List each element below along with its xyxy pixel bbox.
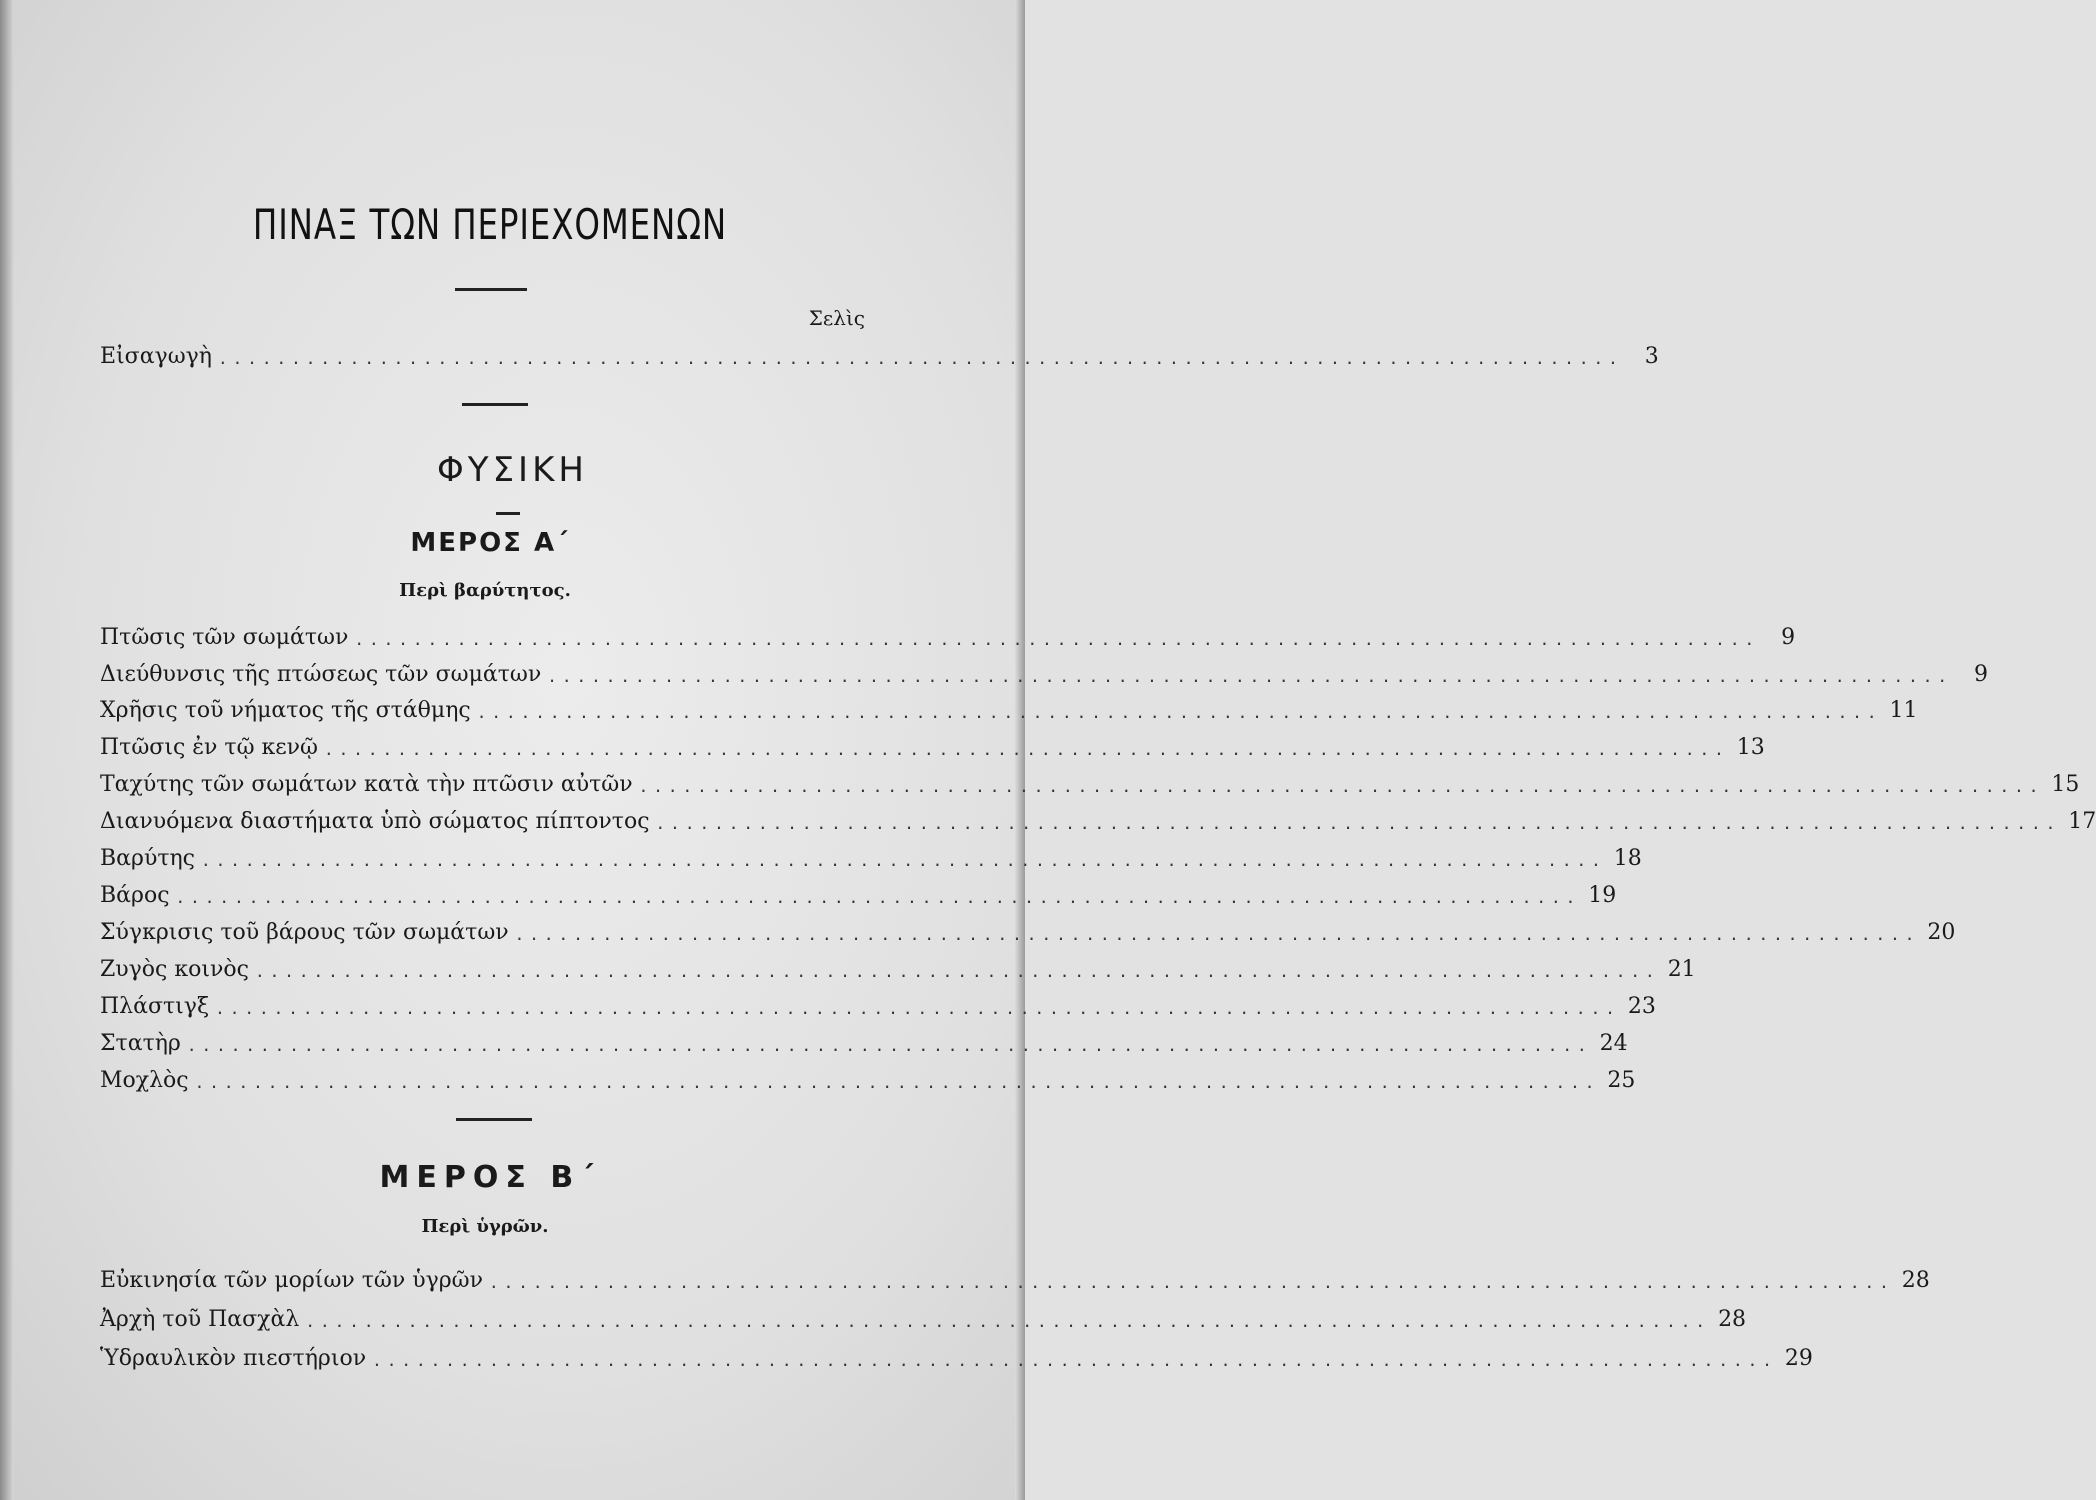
dot-leader: ................................................................................................ (194, 1073, 1600, 1092)
dot-leader: ................................................................................................ (476, 703, 1882, 722)
dot-leader: ................................................................................................ (324, 740, 1729, 759)
toc-entry-label: Στατὴρ (100, 1031, 181, 1056)
toc-entry (100, 1062, 1636, 1096)
toc-entry-label: Ταχύτης τῶν σωμάτων κατὰ τὴν πτῶσιν αὐτῶν (100, 772, 633, 797)
toc-entry-page: 9 (1973, 662, 1988, 687)
toc-entry-label: Σύγκρισις τοῦ βάρους τῶν σωμάτων (100, 920, 509, 945)
dot-leader: ................................................................................................ (217, 349, 1623, 368)
toc-entry (100, 766, 2080, 800)
toc-entry (100, 729, 1765, 763)
toc-entry (100, 914, 1956, 948)
toc-entry-label: Βάρος (100, 883, 170, 908)
dot-leader: ................................................................................................ (372, 1351, 1777, 1370)
toc-entry (100, 1025, 1628, 1059)
toc-entry (100, 840, 1642, 874)
dot-leader: ................................................................................................ (514, 925, 1920, 944)
dot-leader: ................................................................................................ (655, 814, 2061, 833)
part-b-title: ΜΕΡΟΣ Β΄ (379, 1160, 601, 1195)
toc-entry-label: Ὑδραυλικὸν πιεστήριον (100, 1346, 367, 1371)
toc-entry-page: 3 (1644, 344, 1659, 369)
toc-entry-label: Πτῶσις τῶν σωμάτων (100, 625, 349, 650)
toc-entry-label: Μοχλὸς (100, 1068, 189, 1093)
pages-column-header: Σελὶς (808, 306, 865, 330)
toc-entry-intro (100, 338, 1659, 372)
toc-entry-page: 18 (1613, 846, 1642, 871)
part-a-title: ΜΕΡΟΣ Α΄ (410, 528, 570, 558)
page-edge-left (0, 0, 14, 1500)
toc-entry (100, 656, 1988, 690)
dot-leader: ................................................................................................ (201, 851, 1606, 870)
toc-entry-page: 13 (1736, 735, 1765, 760)
toc-entry (100, 692, 1918, 726)
toc-entry (100, 988, 1656, 1022)
toc-entry-page: 24 (1599, 1031, 1628, 1056)
toc-entry-label: Πλάστιγξ (100, 994, 210, 1019)
toc-entry (100, 1301, 1747, 1335)
part-a-subtitle: Περὶ βαρύτητος. (399, 580, 571, 601)
toc-entry-label: Χρῆσις τοῦ νήματος τῆς στάθμης (100, 698, 471, 723)
toc-entry (100, 1340, 1813, 1374)
dot-leader: ................................................................................................ (305, 1312, 1711, 1331)
toc-entry-page: 21 (1667, 957, 1696, 982)
toc-entry-label: Βαρύτης (100, 846, 196, 871)
page-title: ΠΙΝΑΞ ΤΩΝ ΠΕΡΙΕΧΟΜΕΝΩΝ (252, 200, 728, 249)
dot-leader: ................................................................................................ (354, 630, 1760, 649)
title-rule (455, 288, 527, 291)
toc-entry-page: 25 (1607, 1068, 1636, 1093)
toc-entry-page: 17 (2068, 809, 2096, 834)
dot-leader: ................................................................................................ (638, 777, 2044, 796)
toc-entry-label: Διεύθυνσις τῆς πτώσεως τῶν σωμάτων (100, 662, 542, 687)
toc-entry (100, 951, 1696, 985)
part-rule (456, 1118, 532, 1121)
toc-entry (100, 619, 1796, 653)
toc-entry-label: Διανυόμενα διαστήματα ὑπὸ σώματος πίπτοντος (100, 809, 650, 834)
toc-entry-page: 9 (1781, 625, 1796, 650)
toc-entry (100, 803, 2096, 837)
toc-entry (100, 1262, 1930, 1296)
section-rule (496, 512, 520, 515)
dot-leader: ................................................................................................ (215, 999, 1620, 1018)
section-title: ΦΥΣΙΚΗ (437, 450, 588, 490)
toc-entry (100, 877, 1617, 911)
part-b-subtitle: Περὶ ὑγρῶν. (421, 1216, 549, 1237)
toc-entry-page: 28 (1901, 1268, 1930, 1293)
toc-entry-label: Πτῶσις ἐν τῷ κενῷ (100, 735, 318, 760)
toc-entry-page: 23 (1627, 994, 1656, 1019)
dot-leader: ................................................................................................ (547, 667, 1952, 686)
toc-entry-page: 29 (1784, 1346, 1813, 1371)
toc-entry-label: Εὐκινησία τῶν μορίων τῶν ὑγρῶν (100, 1268, 483, 1293)
toc-entry-page: 11 (1889, 698, 1918, 723)
toc-entry-label: Ζυγὸς κοινὸς (100, 957, 249, 982)
dot-leader: ................................................................................................ (175, 888, 1581, 907)
toc-entry-label: Εἰσαγωγὴ (100, 344, 212, 369)
intro-rule (462, 403, 528, 406)
toc-entry-page: 20 (1927, 920, 1956, 945)
toc-entry-label: Ἀρχὴ τοῦ Πασχὰλ (100, 1307, 300, 1332)
dot-leader: ................................................................................................ (254, 962, 1660, 981)
dot-leader: ................................................................................................ (489, 1273, 1894, 1292)
toc-entry-page: 19 (1588, 883, 1617, 908)
toc-entry-page: 15 (2051, 772, 2080, 797)
toc-entry-page: 28 (1718, 1307, 1747, 1332)
dot-leader: ................................................................................................ (186, 1036, 1592, 1055)
